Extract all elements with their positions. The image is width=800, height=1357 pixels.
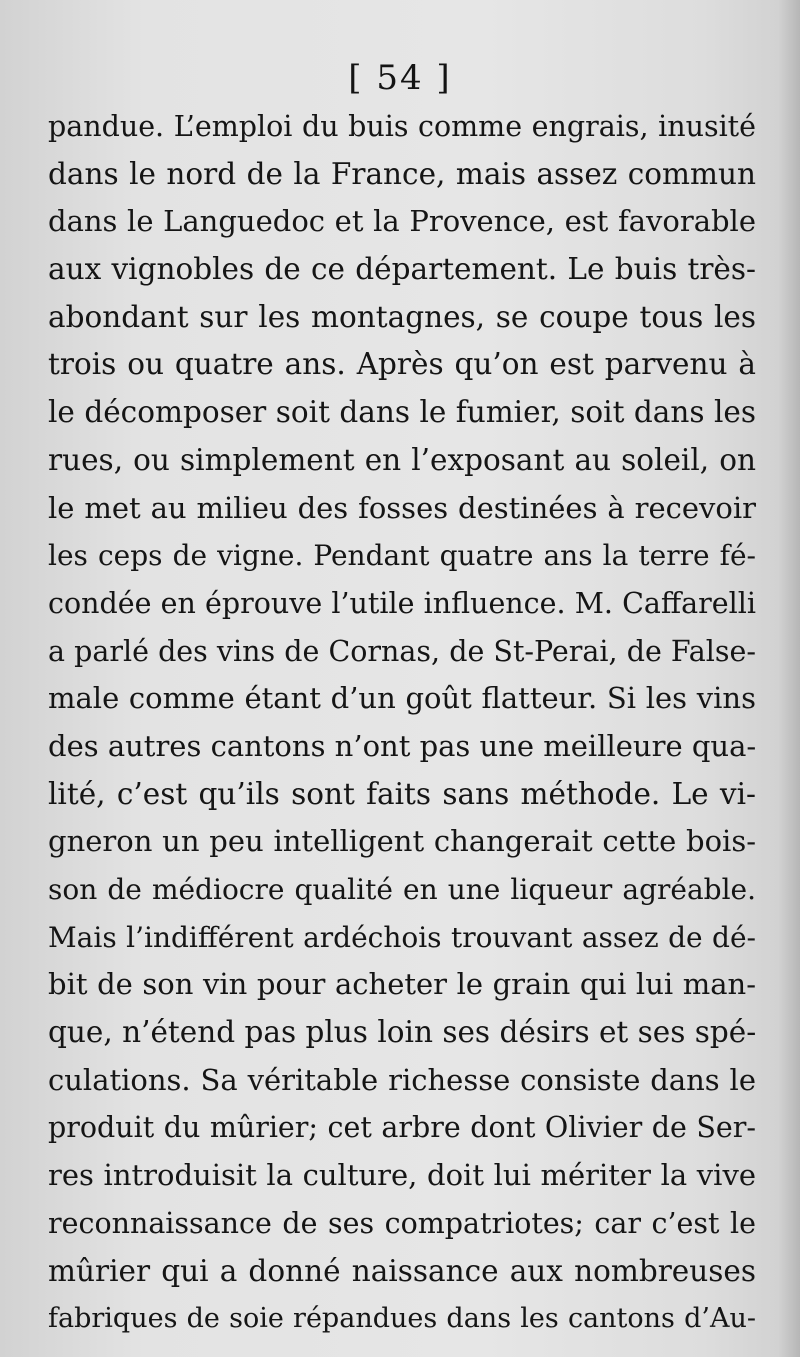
- text-line: culations. Sa véritable richesse consiste dans le: [48, 1062, 756, 1097]
- text-line: res introduisit la culture, doit lui mériter la vive: [48, 1158, 756, 1193]
- text-line: lité, c’est qu’ils sont faits sans méthode. Le vi-: [48, 776, 756, 811]
- page-edge-shadow: [778, 0, 800, 1357]
- text-line: son de médiocre qualité en une liqueur agréable.: [48, 873, 756, 906]
- text-line: bit de son vin pour acheter le grain qui lui man-: [48, 967, 756, 1002]
- text-line: dans le nord de la France, mais assez commun: [48, 156, 756, 191]
- text-line: fabriques de soie répandues dans les cantons d’Au-: [48, 1303, 756, 1335]
- text-line: le décomposer soit dans le fumier, soit dans les: [48, 395, 756, 430]
- text-line: Mais l’indifférent ardéchois trouvant assez de dé-: [48, 920, 756, 954]
- text-line: les ceps de vigne. Pendant quatre ans la terre fé-: [48, 539, 756, 573]
- text-line: trois ou quatre ans. Après qu’on est parvenu à: [48, 347, 756, 382]
- text-line: pandue. L’emploi du buis comme engrais, inusité: [48, 110, 756, 143]
- text-line: gneron un peu intelligent changerait cette bois-: [48, 824, 756, 859]
- text-line: condée en éprouve l’utile influence. M. Caffarelli: [48, 586, 756, 620]
- text-line: abondant sur les montagnes, se coupe tous les: [48, 299, 756, 334]
- text-line: dans le Languedoc et la Provence, est favorable: [48, 204, 756, 239]
- text-line: que, n’étend pas plus loin ses désirs et ses spé-: [48, 1015, 757, 1050]
- text-line: le met au milieu des fosses destinées à recevoir: [48, 490, 756, 525]
- body-text: [48, 103, 756, 1343]
- text-line: des autres cantons n’ont pas une meilleure qua-: [48, 728, 757, 763]
- text-line: produit du mûrier; cet arbre dont Olivier de Ser-: [48, 1111, 756, 1145]
- text-line: aux vignobles de ce département. Le buis très-: [48, 252, 756, 287]
- text-line: male comme étant d’un goût flatteur. Si les vins: [48, 681, 756, 716]
- text-line: rues, ou simplement en l’exposant au soleil, on: [48, 442, 756, 477]
- page-number: [ 54 ]: [348, 58, 452, 98]
- text-line: reconnaissance de ses compatriotes; car c’est le: [48, 1206, 756, 1240]
- text-line: mûrier qui a donné naissance aux nombreuses: [48, 1253, 756, 1288]
- text-line: a parlé des vins de Cornas, de St-Perai, de False-: [48, 634, 756, 668]
